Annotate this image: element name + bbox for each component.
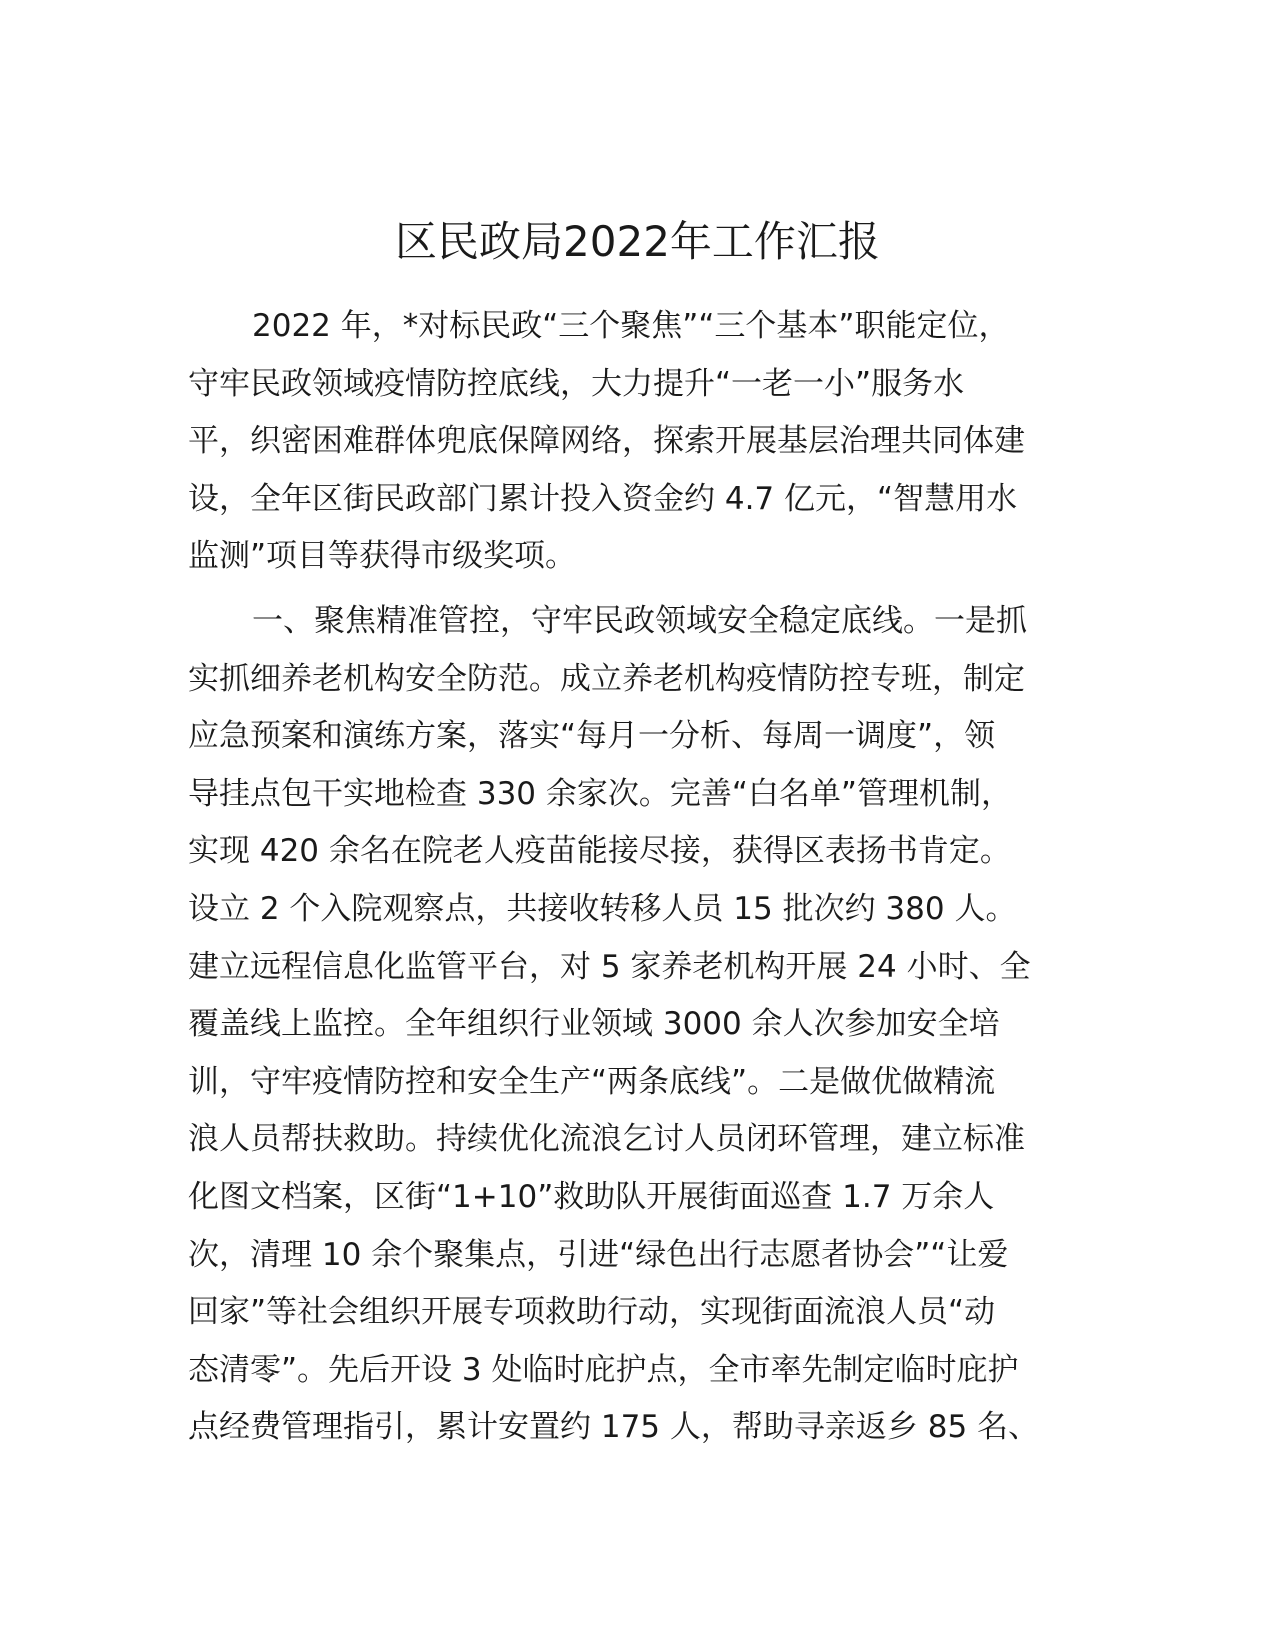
text-line: 设，全年区街民政部门累计投入资金约 4.7 亿元，“智慧用水 (188, 480, 1018, 517)
text-line: 监测”项目等获得市级奖项。 (188, 538, 577, 575)
text-line: 浪人员帮扶救助。持续优化流浪乞讨人员闭环管理，建立标准 (188, 1121, 1025, 1158)
document-body (188, 298, 1088, 1457)
text-line: 实现 420 余名在院老人疫苗能接尽接，获得区表扬书肯定。 (188, 833, 1011, 870)
document-title: 区民政局2022年工作汇报 (395, 217, 880, 266)
text-line: 设立 2 个入院观察点，共接收转移人员 15 批次约 380 人。 (188, 890, 1017, 927)
text-line: 次，清理 10 余个聚集点，引进“绿色出行志愿者协会”“让爱 (188, 1236, 1009, 1273)
text-line: 导挂点包干实地检查 330 余家次。完善“白名单”管理机制， (188, 775, 1012, 812)
text-line: 覆盖线上监控。全年组织行业领域 3000 余人次参加安全培 (188, 1006, 1000, 1043)
text-line: 建立远程信息化监管平台，对 5 家养老机构开展 24 小时、全 (188, 948, 1031, 985)
text-line: 训，守牢疫情防控和安全生产“两条底线”。二是做优做精流 (188, 1063, 996, 1100)
text-line: 实抓细养老机构安全防范。成立养老机构疫情防控专班，制定 (188, 660, 1025, 697)
text-line: 化图文档案，区街“1+10”救助队开展街面巡查 1.7 万余人 (188, 1178, 995, 1215)
text-line: 守牢民政领域疫情防控底线，大力提升“一老一小”服务水 (188, 365, 965, 402)
paragraph-intro (188, 298, 1088, 586)
text-line: 态清零”。先后开设 3 处临时庇护点，全市率先制定临时庇护 (188, 1351, 1019, 1388)
text-line: 应急预案和演练方案，落实“每月一分析、每周一调度”，领 (188, 718, 996, 755)
text-line: 2022 年，*对标民政“三个聚焦”“三个基本”职能定位， (252, 308, 1010, 344)
text-line: 平，织密困难群体兜底保障网络，探索开展基层治理共同体建 (188, 423, 1025, 460)
paragraph-section-one (188, 593, 1088, 1457)
text-line: 点经费管理指引，累计安置约 175 人，帮助寻亲返乡 85 名、 (188, 1409, 1040, 1446)
text-line: 一、聚焦精准管控，守牢民政领域安全稳定底线。一是抓 (252, 602, 1027, 639)
text-line: 回家”等社会组织开展专项救助行动，实现街面流浪人员“动 (188, 1294, 996, 1331)
